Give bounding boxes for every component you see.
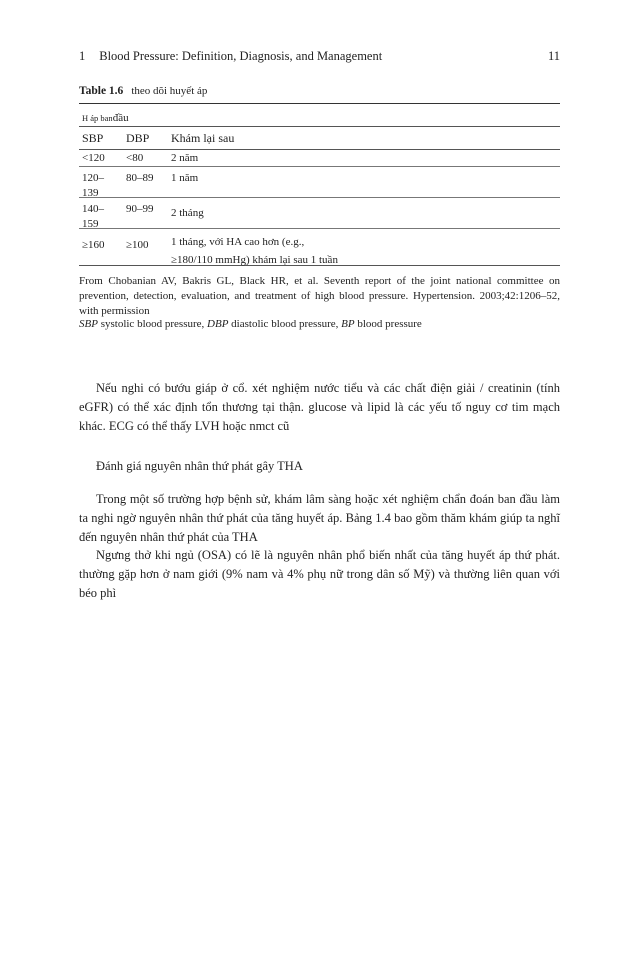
cell-followup-line2: ≥180/110 mmHg) khám lại sau 1 tuần [171, 254, 338, 266]
table-title: theo dõi huyết áp [131, 85, 208, 97]
table-group-header [79, 104, 560, 126]
cell-followup-line1: 1 tháng, với HA cao hơn (e.g., [171, 236, 305, 248]
table-row [79, 167, 560, 198]
table-row [79, 229, 560, 265]
table-label: Table 1.6 [79, 85, 124, 97]
cell-followup: 2 năm [171, 152, 199, 164]
table-row [79, 198, 560, 229]
chapter-number: 1 [79, 49, 86, 63]
cell-sbp: 140– 159 [82, 203, 104, 230]
abbr-bp-text: blood pressure [357, 318, 422, 330]
body-paragraph: Trong một số trường hợp bệnh sử, khám lâm sàng hoặc xét nghiệm chẩn đoán ban đầu làm ta nghi ngờ nguyên nhân thứ phát của tăng huyết áp. Bảng 1.4 bao gồm thăm khám giúp ta nghĩ đến nguyên nhân thứ phát của THA [79, 492, 560, 544]
cell-dbp: ≥100 [126, 239, 149, 251]
col-header-followup: Khám lại sau [171, 130, 235, 145]
page-number: 11 [547, 49, 560, 63]
table-caption [79, 85, 207, 97]
running-header-left [79, 49, 382, 64]
group-header-big: đầu [112, 112, 129, 124]
section-heading: Đánh giá nguyên nhân thứ phát gây THA [96, 459, 303, 473]
table-row [79, 150, 560, 167]
group-header-small: H áp ban [82, 113, 113, 123]
cell-followup [171, 233, 560, 265]
body-paragraph: Ngưng thở khi ngủ (OSA) có lẽ là nguyên nhân phổ biến nhất của tăng huyết áp thứ phát. thường gặp hơn ở nam giới (9% nam và 4% phụ nữ trong dân số Mỹ) và thường liên quan với béo phì [79, 548, 560, 600]
table-abbreviations [79, 318, 560, 330]
running-title: Blood Pressure: Definition, Diagnosis, and Management [99, 49, 383, 63]
table-source-note: From Chobanian AV, Bakris GL, Black HR, et al. Seventh report of the joint national committee on prevention, detection, evaluation, and treatment of high blood pressure. Hypertension. 2003;42:1206–52, with permission [79, 275, 560, 317]
abbr-dbp: DBP [207, 318, 229, 330]
body-paragraph: Nếu nghi có bướu giáp ở cổ. xét nghiệm nước tiểu và các chất điện giải / creatinin (tính eGFR) có thể xác định tổn thương tại thận. glucose và lipid là các yếu tố nguy cơ tim mạch khác. ECG có thể thấy LVH hoặc nmct cũ [79, 381, 560, 433]
cell-dbp: 90–99 [126, 203, 154, 215]
col-header-sbp: SBP [82, 130, 104, 145]
abbr-sbp: SBP [79, 318, 98, 330]
cell-sbp: 120– 139 [82, 172, 104, 199]
abbr-sbp-text: systolic blood pressure, [100, 318, 205, 330]
cell-sbp: ≥160 [82, 239, 105, 251]
cell-followup: 2 tháng [171, 207, 204, 219]
col-header-dbp: DBP [126, 130, 150, 145]
cell-followup: 1 năm [171, 172, 199, 184]
cell-sbp: <120 [82, 152, 105, 164]
cell-dbp: 80–89 [126, 172, 154, 184]
table-header-row [79, 127, 560, 149]
cell-dbp: <80 [126, 152, 144, 164]
abbr-bp: BP [341, 318, 355, 330]
abbr-dbp-text: diastolic blood pressure, [231, 318, 339, 330]
running-header [79, 49, 560, 64]
followup-table [79, 103, 560, 266]
